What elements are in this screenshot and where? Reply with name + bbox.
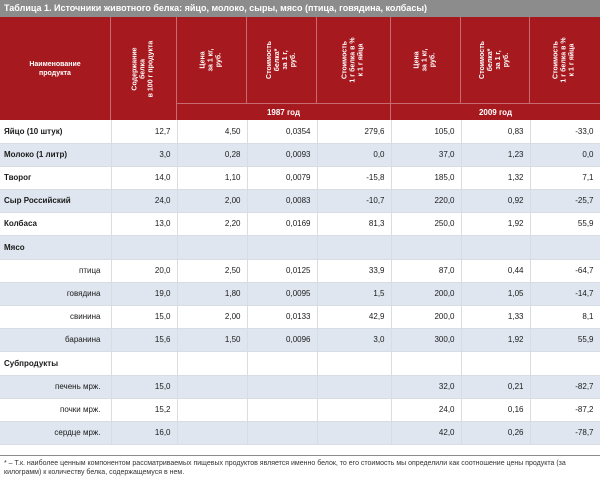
cell-price-1987: 2,00 bbox=[177, 189, 247, 212]
cell-price-1987: 1,80 bbox=[177, 282, 247, 305]
empty-cell bbox=[177, 351, 247, 375]
cell-pct-2009: 7,1 bbox=[530, 166, 600, 189]
cell-pct-2009: -82,7 bbox=[530, 375, 600, 398]
cell-cost-1987: 0,0079 bbox=[247, 166, 317, 189]
cell-cost-2009: 1,92 bbox=[461, 328, 530, 351]
cell-name: говядина bbox=[0, 282, 111, 305]
empty-cell bbox=[461, 351, 530, 375]
table-row bbox=[0, 120, 600, 143]
header-price-1987 bbox=[177, 17, 247, 103]
cell-price-2009: 200,0 bbox=[391, 282, 461, 305]
cell-price-1987: 4,50 bbox=[177, 120, 247, 143]
header-cost-pct-2009 bbox=[530, 17, 600, 103]
cell-cost-1987 bbox=[247, 375, 317, 398]
cell-cost-1987: 0,0354 bbox=[247, 120, 317, 143]
cell-pct-2009: 55,9 bbox=[530, 212, 600, 235]
cell-protein: 24,0 bbox=[111, 189, 177, 212]
cell-pct-2009: -33,0 bbox=[530, 120, 600, 143]
header-cost-gram-2009-label: Стоимость белка* за 1 г, руб. bbox=[479, 41, 510, 79]
cell-price-1987 bbox=[177, 375, 247, 398]
table-row bbox=[0, 259, 600, 282]
empty-cell bbox=[247, 235, 317, 259]
empty-cell bbox=[317, 235, 391, 259]
header-cost-pct-1987-label: Стоимость 1 г белка в % к 1 г яйца bbox=[341, 37, 365, 83]
table-row bbox=[0, 189, 600, 212]
table-header bbox=[0, 17, 600, 120]
cell-price-2009: 200,0 bbox=[391, 305, 461, 328]
cell-price-2009: 300,0 bbox=[391, 328, 461, 351]
cell-pct-1987 bbox=[317, 398, 391, 421]
cell-price-2009: 185,0 bbox=[391, 166, 461, 189]
cell-price-2009: 250,0 bbox=[391, 212, 461, 235]
cell-protein: 15,0 bbox=[111, 305, 177, 328]
cell-name: Сыр Российский bbox=[0, 189, 111, 212]
table-row bbox=[0, 212, 600, 235]
table-row bbox=[0, 143, 600, 166]
header-protein-label: Содержание белка в 100 г продукта bbox=[131, 40, 155, 97]
cell-protein: 15,2 bbox=[111, 398, 177, 421]
cell-protein: 15,6 bbox=[111, 328, 177, 351]
cell-protein: 13,0 bbox=[111, 212, 177, 235]
header-price-2009 bbox=[391, 17, 461, 103]
cell-pct-2009: -87,2 bbox=[530, 398, 600, 421]
cell-pct-2009: -64,7 bbox=[530, 259, 600, 282]
header-cost-pct-2009-label: Стоимость 1 г белка в % к 1 г яйца bbox=[553, 37, 576, 83]
cell-name: почки мрж. bbox=[0, 398, 111, 421]
cell-price-1987 bbox=[177, 398, 247, 421]
table-row bbox=[0, 398, 600, 421]
cell-cost-2009: 0,83 bbox=[461, 120, 530, 143]
cell-pct-2009: 8,1 bbox=[530, 305, 600, 328]
empty-cell bbox=[177, 235, 247, 259]
header-cost-pct-1987 bbox=[317, 17, 391, 103]
table-row bbox=[0, 421, 600, 444]
cell-pct-1987 bbox=[317, 421, 391, 444]
cell-price-1987: 1,10 bbox=[177, 166, 247, 189]
cell-cost-1987 bbox=[247, 398, 317, 421]
empty-cell bbox=[391, 235, 461, 259]
header-cost-gram-1987-label: Стоимость белка* за 1 г, руб. bbox=[265, 41, 297, 79]
cell-pct-1987: -15,8 bbox=[317, 166, 391, 189]
cell-price-2009: 24,0 bbox=[391, 398, 461, 421]
cell-pct-2009: -14,7 bbox=[530, 282, 600, 305]
cell-cost-2009: 0,92 bbox=[461, 189, 530, 212]
section-label-offal: Субпродукты bbox=[0, 351, 111, 375]
empty-cell bbox=[247, 351, 317, 375]
empty-cell bbox=[317, 351, 391, 375]
cell-name: сердце мрж. bbox=[0, 421, 111, 444]
cell-protein: 3,0 bbox=[111, 143, 177, 166]
cell-cost-2009: 0,26 bbox=[461, 421, 530, 444]
cell-pct-2009: -78,7 bbox=[530, 421, 600, 444]
cell-cost-2009: 1,33 bbox=[461, 305, 530, 328]
cell-protein: 19,0 bbox=[111, 282, 177, 305]
cell-cost-1987: 0,0093 bbox=[247, 143, 317, 166]
cell-cost-1987: 0,0133 bbox=[247, 305, 317, 328]
cell-price-1987: 0,28 bbox=[177, 143, 247, 166]
cell-pct-2009: 0,0 bbox=[530, 143, 600, 166]
cell-pct-1987: 1,5 bbox=[317, 282, 391, 305]
cell-cost-2009: 0,21 bbox=[461, 375, 530, 398]
cell-protein: 20,0 bbox=[111, 259, 177, 282]
cell-price-1987 bbox=[177, 421, 247, 444]
cell-price-2009: 37,0 bbox=[391, 143, 461, 166]
empty-cell bbox=[111, 235, 177, 259]
empty-cell bbox=[530, 351, 600, 375]
cell-pct-1987 bbox=[317, 375, 391, 398]
cell-protein: 16,0 bbox=[111, 421, 177, 444]
section-row-meat bbox=[0, 235, 600, 259]
cell-price-2009: 87,0 bbox=[391, 259, 461, 282]
cell-price-2009: 220,0 bbox=[391, 189, 461, 212]
cell-cost-2009: 1,23 bbox=[461, 143, 530, 166]
cell-pct-1987: -10,7 bbox=[317, 189, 391, 212]
cell-cost-1987: 0,0096 bbox=[247, 328, 317, 351]
cell-price-1987: 2,20 bbox=[177, 212, 247, 235]
cell-pct-1987: 33,9 bbox=[317, 259, 391, 282]
cell-price-1987: 2,00 bbox=[177, 305, 247, 328]
data-table bbox=[0, 120, 600, 445]
cell-protein: 12,7 bbox=[111, 120, 177, 143]
header-year-2009: 2009 год bbox=[391, 103, 600, 120]
cell-cost-2009: 0,16 bbox=[461, 398, 530, 421]
cell-pct-1987: 42,9 bbox=[317, 305, 391, 328]
empty-cell bbox=[111, 351, 177, 375]
header-year-1987: 1987 год bbox=[177, 103, 391, 120]
cell-name: печень мрж. bbox=[0, 375, 111, 398]
cell-name: Молоко (1 литр) bbox=[0, 143, 111, 166]
header-cost-gram-1987 bbox=[247, 17, 317, 103]
cell-cost-2009: 1,05 bbox=[461, 282, 530, 305]
cell-price-2009: 32,0 bbox=[391, 375, 461, 398]
cell-cost-1987 bbox=[247, 421, 317, 444]
empty-cell bbox=[461, 235, 530, 259]
cell-price-2009: 105,0 bbox=[391, 120, 461, 143]
table-row bbox=[0, 166, 600, 189]
cell-pct-1987: 3,0 bbox=[317, 328, 391, 351]
cell-cost-1987: 0,0095 bbox=[247, 282, 317, 305]
cell-pct-1987: 279,6 bbox=[317, 120, 391, 143]
cell-name: Яйцо (10 штук) bbox=[0, 120, 111, 143]
empty-cell bbox=[391, 351, 461, 375]
cell-cost-1987: 0,0083 bbox=[247, 189, 317, 212]
empty-cell bbox=[530, 235, 600, 259]
section-row-offal bbox=[0, 351, 600, 375]
cell-cost-2009: 0,44 bbox=[461, 259, 530, 282]
header-product-name: Наименование продукта bbox=[0, 17, 111, 120]
table-row bbox=[0, 328, 600, 351]
cell-price-1987: 2,50 bbox=[177, 259, 247, 282]
section-label-meat: Мясо bbox=[0, 235, 111, 259]
table-footnote: * – Т.к. наиболее ценным компонентом рассматриваемых пищевых продуктов является именно белок, то его стоимость мы определили как соотношение цены продукта (за килограмм) к количеству белка, содержащемуся в нем. bbox=[0, 455, 600, 485]
cell-pct-2009: -25,7 bbox=[530, 189, 600, 212]
cell-protein: 15,0 bbox=[111, 375, 177, 398]
cell-price-1987: 1,50 bbox=[177, 328, 247, 351]
cell-protein: 14,0 bbox=[111, 166, 177, 189]
cell-name: Колбаса bbox=[0, 212, 111, 235]
table-row bbox=[0, 375, 600, 398]
cell-pct-1987: 0,0 bbox=[317, 143, 391, 166]
cell-cost-2009: 1,32 bbox=[461, 166, 530, 189]
cell-pct-2009: 55,9 bbox=[530, 328, 600, 351]
header-price-2009-label: Цена за 1 кг, руб. bbox=[413, 48, 437, 72]
header-price-1987-label: Цена за 1 кг, руб. bbox=[199, 48, 223, 72]
cell-price-2009: 42,0 bbox=[391, 421, 461, 444]
cell-name: свинина bbox=[0, 305, 111, 328]
table-row bbox=[0, 282, 600, 305]
cell-cost-1987: 0,0169 bbox=[247, 212, 317, 235]
cell-name: Творог bbox=[0, 166, 111, 189]
cell-pct-1987: 81,3 bbox=[317, 212, 391, 235]
cell-cost-1987: 0,0125 bbox=[247, 259, 317, 282]
header-protein bbox=[111, 17, 177, 120]
cell-name: баранина bbox=[0, 328, 111, 351]
table-caption: Таблица 1. Источники животного белка: яйцо, молоко, сыры, мясо (птица, говядина, колбасы) bbox=[0, 0, 600, 17]
cell-cost-2009: 1,92 bbox=[461, 212, 530, 235]
table-row bbox=[0, 305, 600, 328]
header-cost-gram-2009 bbox=[461, 17, 530, 103]
cell-name: птица bbox=[0, 259, 111, 282]
